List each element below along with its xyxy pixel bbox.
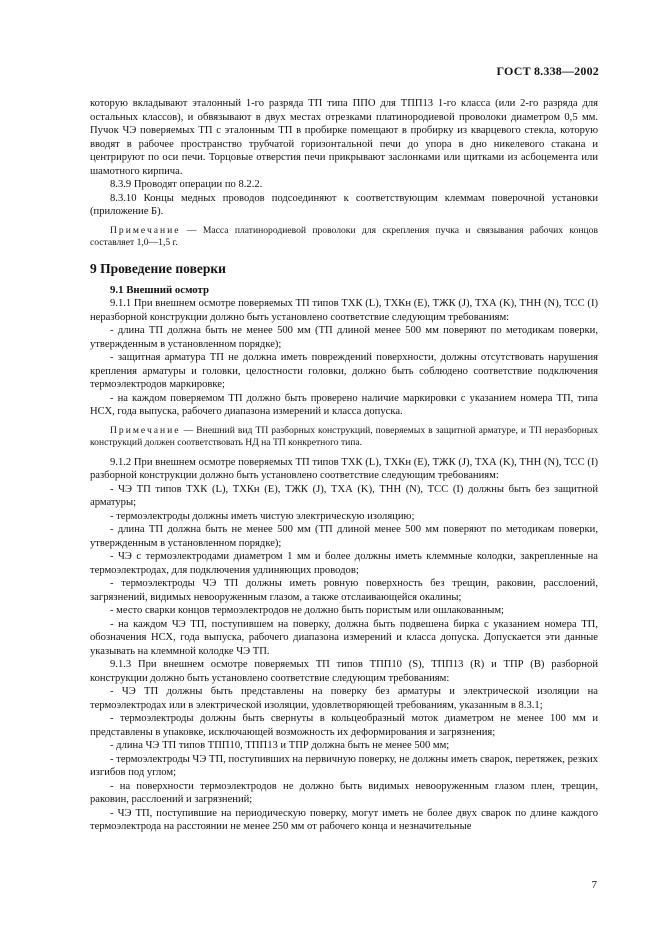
paragraph: - термоэлектроды ЧЭ ТП, поступивших на первичную поверку, не должны иметь сварок, перетяжек, резких изгибов под углом; [90,753,598,779]
paragraph: - на поверхности термоэлектродов не должно быть видимых невооруженным глазом плен, трещин, раковин, расслоений и загрязнений; [90,780,598,806]
paragraph: 8.3.9 Проводят операции по 8.2.2. [110,179,263,190]
paragraph: 8.3.10 Концы медных проводов подсоединяют к соответствующим клеммам поверочной установки (приложение Б). [90,192,598,217]
paragraph: 9.1.1 При внешнем осмотре поверяемых ТП типов ТХК (L), ТХКн (E), ТЖК (J), ТХА (K), ТНН (N), ТСС (I) неразборной конструкции должно быть установлено соответствие следующим требованиям: [90,298,598,323]
paragraph: - на каждом ЧЭ ТП, поступившем на поверку, должна быть подвешена бирка с указанием номера ТП, обозначения НСХ, года выпуска, рабочего диапазона измерений и класса допуска. Допускается эти данные указывать на клеммной колодке ЧЭ ТП. [90,618,598,657]
paragraph: 9.1.3 При внешнем осмотре поверяемых ТП типов ТПП10 (S), ТПП13 (R) и ТПР (B) разборной конструкции должно быть установлено соответствие следующим требованиям: [90,659,598,684]
paragraph: 9.1.2 При внешнем осмотре поверяемых ТП типов ТХК (L), ТХКн (E), ТЖК (J), ТХА (K), ТНН (N), ТСС (I) разборной конструкции должно быть установлено соответствие следующим требованиям: [90,456,598,482]
paragraph: - ЧЭ ТП должны быть представлены на поверку без арматуры и электрической изоляции на термоэлектродах или в электрической изоляции, удовлетворяющей требованиям, указанным в 8.3.1; [90,686,598,711]
note-text: — Внешний вид ТП разборных конструкций, поверяемых в защитной арматуре, и ТП неразборных конструкций должен соответствовать НД на ТП конкретного типа. [90,424,598,449]
section-heading: 9 Проведение поверки [90,261,226,277]
paragraph: - термоэлектроды должны быть свернуты в кольцеобразный моток диаметром не менее 100 мм и представлены в упаковке, исключающей возможность их деформирования и загрязнения; [90,713,598,738]
standard-designation: ГОСТ 8.338—2002 [496,64,599,78]
page-number: 7 [591,879,597,891]
note-label: Примечание [110,224,181,236]
paragraph: - ЧЭ ТП, поступившие на периодическую поверку, могут иметь не более двух сварок по длине каждого термоэлектрода на расстоянии не менее 250 мм от рабочего конца и незначительные [90,807,598,833]
note [90,425,598,450]
paragraph: - на каждом поверяемом ТП должно быть проверено наличие маркировки с указанием номера ТП, типа НСХ, года выпуска, рабочего диапазона измерений и класса допуска. [90,392,598,418]
paragraph: которую вкладывают эталонный 1-го разряда ТП типа ППО для ТПП13 1-го класса (или 2-го разряда для остальных классов), и обвязывают в двух местах отрезками платинородиевой проволоки диаметром 0,5 мм. Пучок ЧЭ поверяемых ТП с эталонным ТП в пробирке помещают в пробирку из кварцевого стекла, которую вводят в рабочее пространство трубчатой горизонтальной печи до упора в дно никелевого стакана и центрируют по оси печи. Торцовые отверстия печи прикрывают заслонками или щитками из асбоцемента или шамотного кирпича. [90,98,598,177]
paragraph: - ЧЭ ТП типов ТХК (L), ТХКн (E), ТЖК (J), ТХА (K), ТНН (N), ТСС (I) должны быть без защитной арматуры; [90,483,598,509]
paragraph: - термоэлектроды должны иметь чистую электрическую изоляцию; [110,510,415,522]
paragraph: - термоэлектроды ЧЭ ТП должны иметь ровную поверхность без трещин, раковин, расслоений, загрязнений, видимых невооруженным глазом, а также отслаивающейся окалины; [90,578,598,603]
paragraph: - ЧЭ с термоэлектродами диаметром 1 мм и более должны иметь клеммные колодки, закрепленные на термоэлектродах, для подключения удлиняющих проводов; [90,551,598,576]
note [90,225,598,250]
paragraph: - место сварки концов термоэлектродов не должно быть пористым или ошлакованным; [110,605,504,617]
paragraph: - защитная арматура ТП не должна иметь повреждений поверхности, должны отсутствовать нарушения крепления арматуры и головки, целостности головки, должно быть соблюдено соответствие подключения термоэлектродов маркировке; [90,352,598,391]
document-body [90,97,598,834]
note-label: Примечание [110,424,181,436]
paragraph: - длина ЧЭ ТП типов ТПП10, ТПП13 и ТПР должна быть не менее 500 мм; [110,740,450,752]
paragraph: - длина ТП должна быть не менее 500 мм (ТП длиной менее 500 мм поверяют по методикам поверки, утвержденным в установленном порядке); [90,325,598,350]
subsection-heading: 9.1 Внешний осмотр [110,283,209,296]
paragraph: - длина ТП должна быть не менее 500 мм (ТП длиной менее 500 мм поверяют по методикам поверки, утвержденным в установленном порядке); [90,524,598,549]
note-text: — Масса платинородиевой проволоки для скрепления пучка и связывания рабочих концов составляет 1,0—1,5 г. [90,224,598,248]
